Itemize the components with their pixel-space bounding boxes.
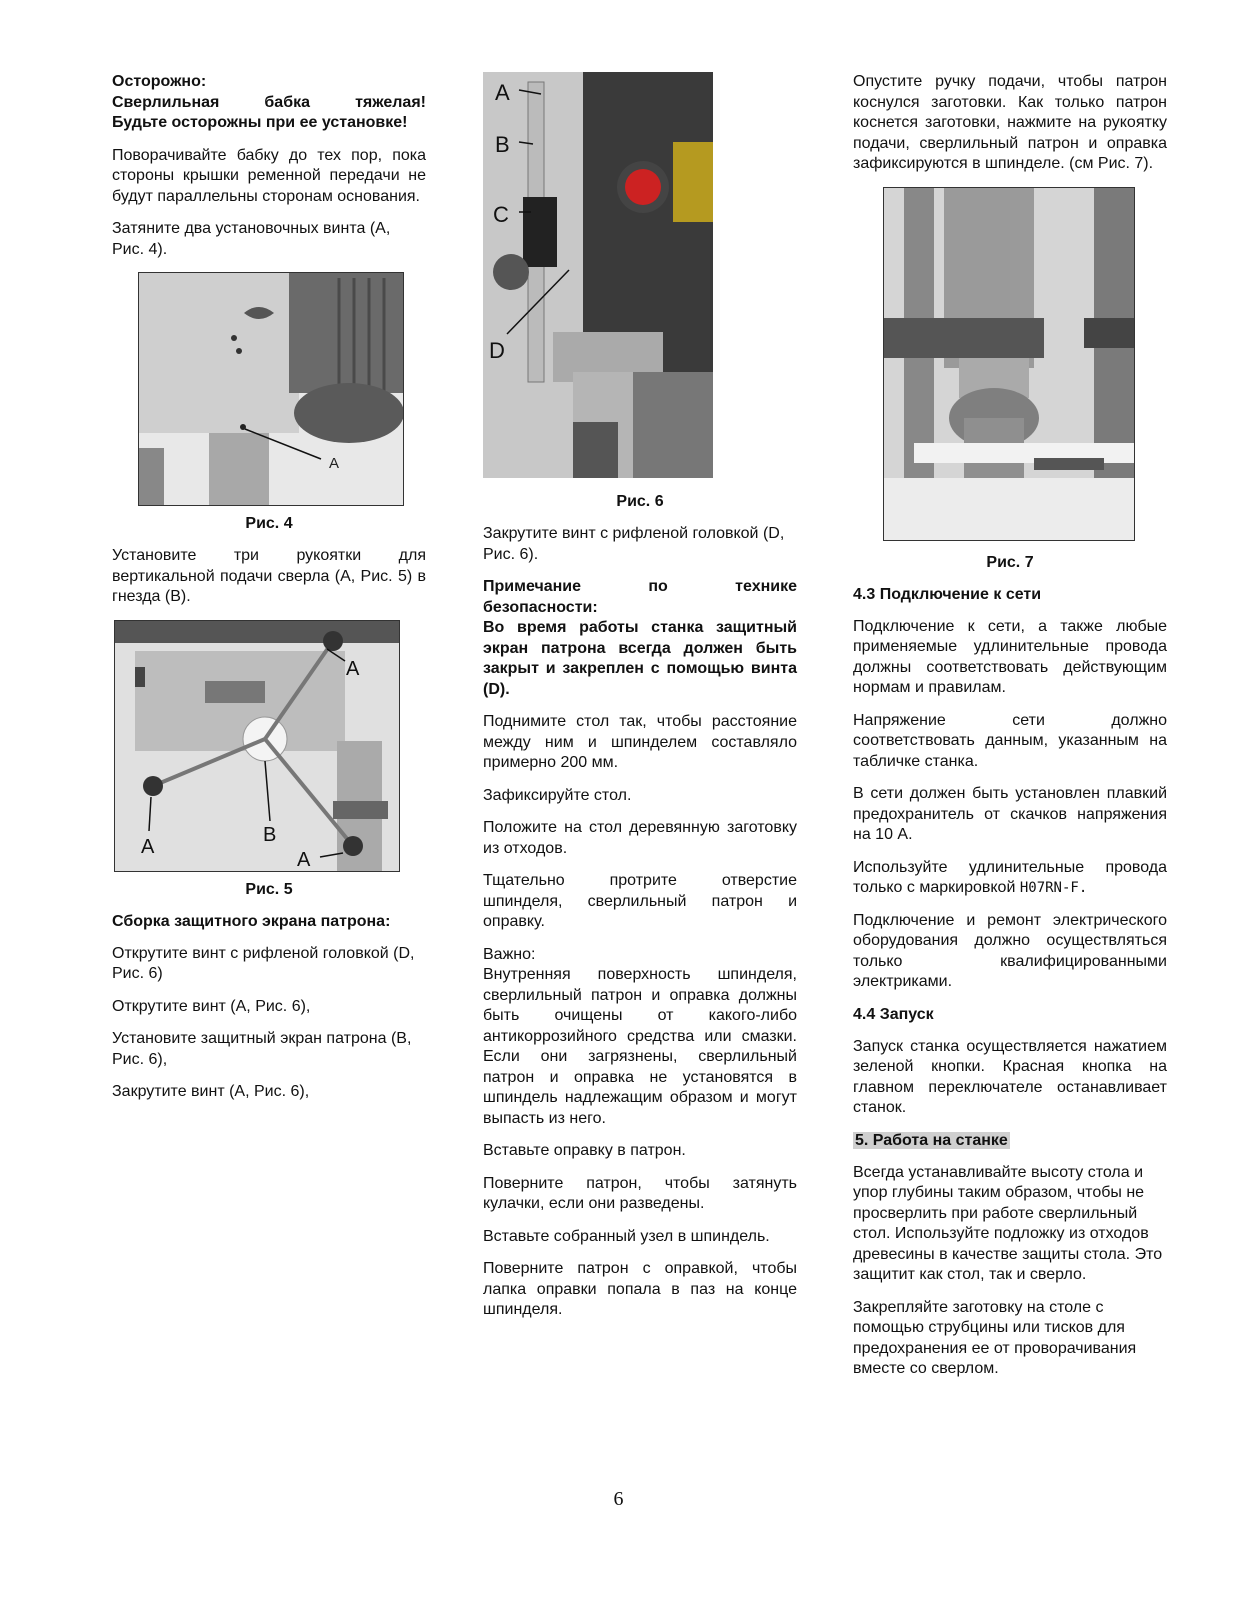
warning-block [112,72,426,134]
paragraph: Затяните два установочных винта (A, Рис. 4). [112,220,391,258]
important-body: Внутренняя поверхность шпинделя, сверлильный патрон и оправка должны быть очищены от какого-либо антикоррозийного средства или смазки. Если они загрязнены, сверлильный патрон и оправка не установятся в шпиндель надлежащим образом и могут выпасть из него. [483,966,797,1127]
figure-5-label-b: B [263,823,277,846]
paragraph: В сети должен быть установлен плавкий предохранитель от скачков напряжения на 10 А. [853,785,1167,843]
column-1 [112,72,426,1115]
figure-6-label-b: B [495,132,510,157]
figure-7-image [883,187,1135,541]
figure-4-caption: Рис. 4 [245,515,293,532]
section-heading-4-4: 4.4 Запуск [853,1005,934,1023]
important-title: Важно: [483,945,536,963]
section-heading-5 [853,1131,1167,1151]
paragraph: Установите три рукоятки для вертикальной подачи сверла (A, Рис. 5) в гнезда (B). [112,547,426,605]
figure-6-label-d: D [489,338,505,363]
paragraph: Закрепляйте заготовку на столе с помощью струбцины или тисков для предохранения ее от проворачивания вместе со сверлом. [853,1298,1137,1377]
safety-note-title-2: безопасности: [483,598,598,616]
paragraph: Поворачивайте бабку до тех пор, пока стороны крышки ременной передачи не будут параллельны сторонам основания. [112,146,426,205]
figure-6-label-c: C [493,202,509,227]
paragraph: Поднимите стол так, чтобы расстояние между ним и шпинделем составляло примерно 200 мм. [483,713,797,771]
paragraph: Зафиксируйте стол. [483,786,632,804]
paragraph: Вставьте оправку в патрон. [483,1142,686,1159]
section-heading-4-3: 4.3 Подключение к сети [853,585,1042,603]
warning-title: Осторожно: [112,73,207,90]
safety-note-body: Во время работы станка защитный экран патрона всегда должен быть закрыт и закреплен с помощью винта (D). [483,619,797,698]
paragraph: Открутите винт с рифленой головкой (D, Рис. 6) [112,944,415,982]
figure-6-caption: Рис. 6 [616,493,664,510]
figure-5-image [114,620,400,872]
paragraph: Напряжение сети должно соответствовать данным, указанным на табличке станка. [853,711,1167,770]
figure-5-label-a-top: A [346,657,360,680]
paragraph: Открутите винт (A, Рис. 6), [112,997,311,1015]
safety-note-title-1: Примечание по технике [483,578,797,595]
drill-head-illustration [139,273,403,505]
figure-5-label-a-left: A [141,835,155,858]
cable-marking-code: H07RN-F. [1019,880,1088,896]
paragraph: Установите защитный экран патрона (B, Рис. 6), [112,1030,412,1068]
feed-handles-illustration [115,621,399,871]
warning-line-1: Сверлильная бабка тяжелая! [112,93,426,111]
paragraph: Подключение и ремонт электрического оборудования должно осуществляться только квалифицированными электриками. [853,911,1167,990]
figure-4-image [138,272,404,506]
cable-marking-text: Используйте удлинительные провода только с маркировкой [853,858,1167,896]
section-heading-assembly: Сборка защитного экрана патрона: [112,912,391,930]
paragraph: Подключение к сети, а также любые применяемые удлинительные провода должны соответствовать действующим нормам и правилам. [853,617,1167,696]
warning-line-2: Будьте осторожны при ее установке! [112,114,408,131]
column-2 [483,72,797,1333]
paragraph [853,858,1167,899]
paragraph: Тщательно протрите отверстие шпинделя, сверлильный патрон и оправку. [483,872,797,930]
paragraph: Поверните патрон, чтобы затянуть кулачки, если они разведены. [483,1174,797,1212]
paragraph: Всегда устанавливайте высоту стола и упор глубины таким образом, чтобы не просверлить при работе сверлильный стол. Используйте подложку из отходов древесины в качестве защиты стола. Это защитит как стол, так и сверло. [853,1163,1163,1283]
paragraph: Вставьте собранный узел в шпиндель. [483,1227,770,1245]
figure-5-caption: Рис. 5 [245,880,293,898]
column-3 [853,72,1167,1392]
chuck-guard-illustration [483,72,713,478]
page-number: 6 [613,1488,624,1510]
paragraph: Закрутите винт с рифленой головкой (D, Рис. 6). [483,525,785,563]
section-heading-5-text: 5. Работа на станке [855,1131,1008,1149]
chuck-in-spindle-illustration [884,188,1134,540]
figure-7-caption: Рис. 7 [986,553,1034,571]
paragraph: Поверните патрон с оправкой, чтобы лапка оправки попала в паз на конце шпинделя. [483,1260,797,1318]
paragraph: Запуск станка осуществляется нажатием зеленой кнопки. Красная кнопка на главном переключателе останавливает станок. [853,1037,1167,1116]
figure-6-label-a: A [495,80,510,105]
paragraph: Положите на стол деревянную заготовку из отходов. [483,819,797,857]
figure-6-image [483,72,713,478]
figure-4-label-a: A [329,455,340,472]
safety-note [483,577,797,700]
figure-5-label-a-bottom: A [297,848,311,871]
important-block [483,945,797,1130]
paragraph: Закрутите винт (A, Рис. 6), [112,1083,310,1100]
paragraph: Опустите ручку подачи, чтобы патрон коснулся заготовки. Как только патрон коснется заготовки, нажмите на рукоятку подачи, сверлильный патрон и оправка зафиксируются в шпинделе. (см Рис. 7). [853,73,1167,172]
